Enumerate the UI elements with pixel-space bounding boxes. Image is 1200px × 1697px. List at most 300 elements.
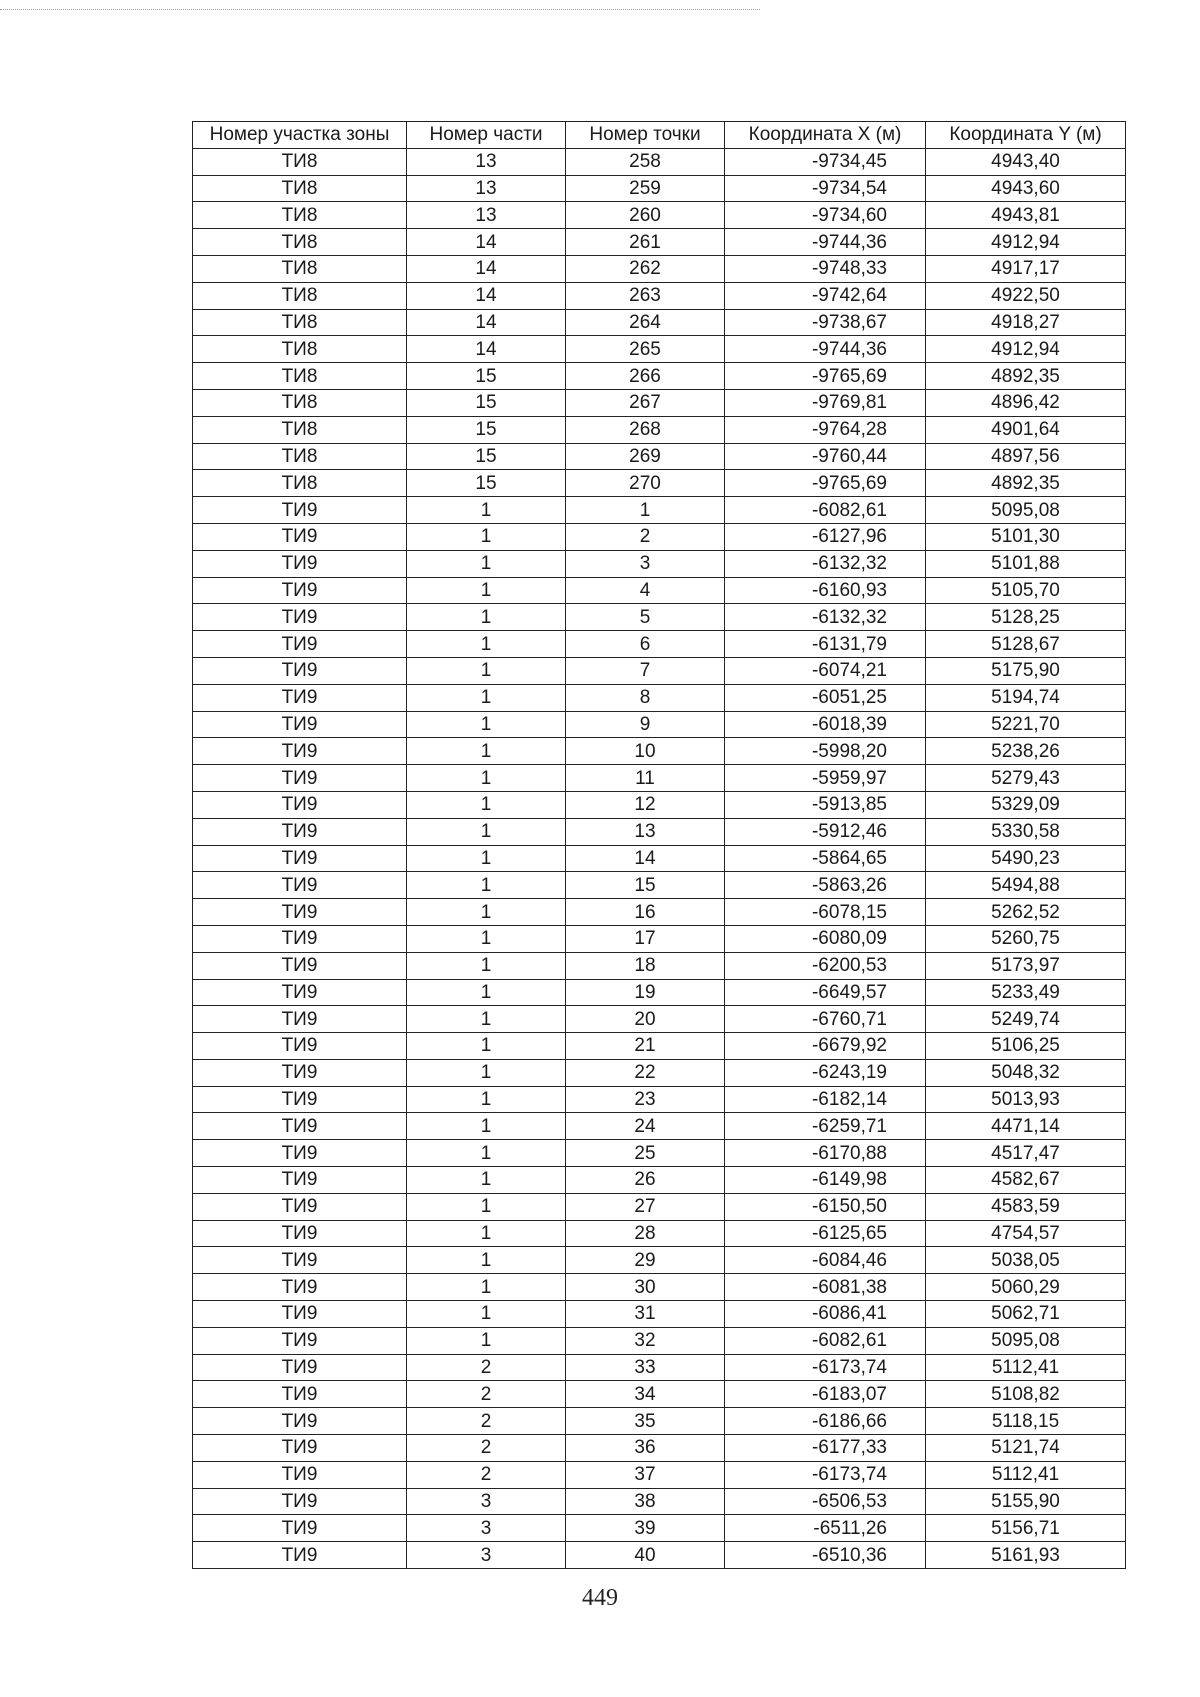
coordinate-x-cell: -9769,81 <box>725 389 926 416</box>
coordinate-x-cell: -6679,92 <box>725 1033 926 1060</box>
coordinate-y-cell: 5112,41 <box>926 1461 1126 1488</box>
zone-section-cell: ТИ9 <box>193 791 407 818</box>
coordinate-y-cell: 5038,05 <box>926 1247 1126 1274</box>
header-coordinate-y: Координата Y (м) <box>926 122 1126 149</box>
coordinate-x-cell: -6760,71 <box>725 1006 926 1033</box>
point-number-cell: 20 <box>566 1006 725 1033</box>
table-row <box>193 229 1126 256</box>
point-number-cell: 34 <box>566 1381 725 1408</box>
point-number-cell: 25 <box>566 1140 725 1167</box>
table-row <box>193 1140 1126 1167</box>
part-number-cell: 14 <box>407 336 566 363</box>
zone-section-cell: ТИ9 <box>193 1220 407 1247</box>
part-number-cell: 1 <box>407 1006 566 1033</box>
coordinate-x-cell: -6084,46 <box>725 1247 926 1274</box>
zone-section-cell: ТИ9 <box>193 1515 407 1542</box>
zone-section-cell: ТИ9 <box>193 1059 407 1086</box>
table-row <box>193 175 1126 202</box>
table-row <box>193 1488 1126 1515</box>
coordinate-y-cell: 5175,90 <box>926 657 1126 684</box>
coordinate-x-cell: -6131,79 <box>725 631 926 658</box>
table-row <box>193 577 1126 604</box>
table-row <box>193 363 1126 390</box>
coordinate-y-cell: 4912,94 <box>926 229 1126 256</box>
part-number-cell: 15 <box>407 470 566 497</box>
coordinate-x-cell: -9765,69 <box>725 470 926 497</box>
coordinate-x-cell: -6149,98 <box>725 1167 926 1194</box>
part-number-cell: 2 <box>407 1461 566 1488</box>
table-row <box>193 791 1126 818</box>
coordinate-y-cell: 5156,71 <box>926 1515 1126 1542</box>
zone-section-cell: ТИ8 <box>193 282 407 309</box>
coordinate-y-cell: 4896,42 <box>926 389 1126 416</box>
part-number-cell: 1 <box>407 657 566 684</box>
header-part-number: Номер части <box>407 122 566 149</box>
coordinate-x-cell: -9734,54 <box>725 175 926 202</box>
point-number-cell: 39 <box>566 1515 725 1542</box>
coordinate-y-cell: 5101,30 <box>926 523 1126 550</box>
zone-section-cell: ТИ8 <box>193 309 407 336</box>
zone-section-cell: ТИ9 <box>193 1461 407 1488</box>
point-number-cell: 265 <box>566 336 725 363</box>
table-row <box>193 738 1126 765</box>
point-number-cell: 263 <box>566 282 725 309</box>
zone-section-cell: ТИ9 <box>193 765 407 792</box>
point-number-cell: 12 <box>566 791 725 818</box>
point-number-cell: 4 <box>566 577 725 604</box>
table-row <box>193 657 1126 684</box>
table-row <box>193 684 1126 711</box>
coordinate-y-cell: 5279,43 <box>926 765 1126 792</box>
point-number-cell: 30 <box>566 1274 725 1301</box>
coordinate-x-cell: -6078,15 <box>725 899 926 926</box>
coordinate-x-cell: -5998,20 <box>725 738 926 765</box>
coordinate-y-cell: 4892,35 <box>926 363 1126 390</box>
part-number-cell: 14 <box>407 282 566 309</box>
coordinate-x-cell: -6243,19 <box>725 1059 926 1086</box>
zone-section-cell: ТИ9 <box>193 604 407 631</box>
table-row <box>193 872 1126 899</box>
part-number-cell: 3 <box>407 1488 566 1515</box>
coordinate-y-cell: 5095,08 <box>926 497 1126 524</box>
coordinate-y-cell: 5194,74 <box>926 684 1126 711</box>
coordinate-y-cell: 4912,94 <box>926 336 1126 363</box>
coordinate-x-cell: -9734,45 <box>725 148 926 175</box>
table-row <box>193 1274 1126 1301</box>
coordinate-y-cell: 5060,29 <box>926 1274 1126 1301</box>
part-number-cell: 1 <box>407 1274 566 1301</box>
coordinate-y-cell: 5161,93 <box>926 1542 1126 1569</box>
point-number-cell: 37 <box>566 1461 725 1488</box>
table-row <box>193 416 1126 443</box>
coordinate-y-cell: 4917,17 <box>926 255 1126 282</box>
zone-section-cell: ТИ9 <box>193 684 407 711</box>
coordinate-y-cell: 4583,59 <box>926 1193 1126 1220</box>
coordinate-x-cell: -6082,61 <box>725 1327 926 1354</box>
point-number-cell: 15 <box>566 872 725 899</box>
coordinate-x-cell: -6649,57 <box>725 979 926 1006</box>
coordinate-y-cell: 4897,56 <box>926 443 1126 470</box>
coordinate-x-cell: -6511,26 <box>725 1515 926 1542</box>
coordinate-y-cell: 4892,35 <box>926 470 1126 497</box>
zone-section-cell: ТИ9 <box>193 711 407 738</box>
coordinate-y-cell: 5249,74 <box>926 1006 1126 1033</box>
coordinate-x-cell: -6510,36 <box>725 1542 926 1569</box>
coordinate-y-cell: 5494,88 <box>926 872 1126 899</box>
zone-section-cell: ТИ9 <box>193 1140 407 1167</box>
part-number-cell: 1 <box>407 1113 566 1140</box>
part-number-cell: 1 <box>407 497 566 524</box>
point-number-cell: 19 <box>566 979 725 1006</box>
coordinate-y-cell: 5238,26 <box>926 738 1126 765</box>
coordinate-y-cell: 5095,08 <box>926 1327 1126 1354</box>
zone-section-cell: ТИ9 <box>193 1327 407 1354</box>
table-row <box>193 470 1126 497</box>
coordinate-y-cell: 5062,71 <box>926 1301 1126 1328</box>
coordinate-x-cell: -6182,14 <box>725 1086 926 1113</box>
coordinate-x-cell: -6160,93 <box>725 577 926 604</box>
coordinate-x-cell: -6080,09 <box>725 925 926 952</box>
point-number-cell: 266 <box>566 363 725 390</box>
zone-section-cell: ТИ8 <box>193 148 407 175</box>
table-row <box>193 1167 1126 1194</box>
part-number-cell: 2 <box>407 1381 566 1408</box>
coordinate-x-cell: -6125,65 <box>725 1220 926 1247</box>
table-row <box>193 711 1126 738</box>
part-number-cell: 1 <box>407 899 566 926</box>
part-number-cell: 14 <box>407 309 566 336</box>
table-row <box>193 925 1126 952</box>
point-number-cell: 17 <box>566 925 725 952</box>
part-number-cell: 15 <box>407 443 566 470</box>
coordinate-y-cell: 4943,60 <box>926 175 1126 202</box>
point-number-cell: 26 <box>566 1167 725 1194</box>
coordinate-y-cell: 5128,67 <box>926 631 1126 658</box>
point-number-cell: 10 <box>566 738 725 765</box>
table-row <box>193 1408 1126 1435</box>
coordinate-x-cell: -5913,85 <box>725 791 926 818</box>
coordinate-x-cell: -9738,67 <box>725 309 926 336</box>
point-number-cell: 22 <box>566 1059 725 1086</box>
table-row <box>193 523 1126 550</box>
point-number-cell: 31 <box>566 1301 725 1328</box>
table-row <box>193 1086 1126 1113</box>
part-number-cell: 3 <box>407 1515 566 1542</box>
coordinates-sheet <box>192 121 1125 1569</box>
table-row <box>193 282 1126 309</box>
point-number-cell: 32 <box>566 1327 725 1354</box>
part-number-cell: 1 <box>407 1193 566 1220</box>
coordinate-y-cell: 5155,90 <box>926 1488 1126 1515</box>
zone-section-cell: ТИ9 <box>193 952 407 979</box>
coordinate-y-cell: 5262,52 <box>926 899 1126 926</box>
coordinate-x-cell: -6074,21 <box>725 657 926 684</box>
coordinate-x-cell: -6173,74 <box>725 1461 926 1488</box>
point-number-cell: 23 <box>566 1086 725 1113</box>
header-row <box>193 122 1126 149</box>
table-row <box>193 550 1126 577</box>
point-number-cell: 16 <box>566 899 725 926</box>
zone-section-cell: ТИ8 <box>193 443 407 470</box>
part-number-cell: 1 <box>407 1033 566 1060</box>
zone-section-cell: ТИ9 <box>193 1193 407 1220</box>
zone-section-cell: ТИ9 <box>193 1033 407 1060</box>
part-number-cell: 13 <box>407 175 566 202</box>
part-number-cell: 13 <box>407 148 566 175</box>
part-number-cell: 1 <box>407 791 566 818</box>
table-row <box>193 1059 1126 1086</box>
coordinate-y-cell: 5260,75 <box>926 925 1126 952</box>
coordinate-x-cell: -6150,50 <box>725 1193 926 1220</box>
coordinate-x-cell: -6170,88 <box>725 1140 926 1167</box>
zone-section-cell: ТИ9 <box>193 577 407 604</box>
zone-section-cell: ТИ9 <box>193 657 407 684</box>
point-number-cell: 1 <box>566 497 725 524</box>
zone-section-cell: ТИ8 <box>193 175 407 202</box>
part-number-cell: 2 <box>407 1354 566 1381</box>
coordinate-y-cell: 4517,47 <box>926 1140 1126 1167</box>
coordinate-y-cell: 5048,32 <box>926 1059 1126 1086</box>
point-number-cell: 38 <box>566 1488 725 1515</box>
coordinate-y-cell: 5329,09 <box>926 791 1126 818</box>
table-row <box>193 497 1126 524</box>
zone-section-cell: ТИ8 <box>193 416 407 443</box>
coordinate-y-cell: 5173,97 <box>926 952 1126 979</box>
part-number-cell: 1 <box>407 872 566 899</box>
zone-section-cell: ТИ9 <box>193 1381 407 1408</box>
zone-section-cell: ТИ9 <box>193 550 407 577</box>
coordinate-y-cell: 5330,58 <box>926 818 1126 845</box>
point-number-cell: 262 <box>566 255 725 282</box>
coordinate-y-cell: 5108,82 <box>926 1381 1126 1408</box>
part-number-cell: 1 <box>407 577 566 604</box>
zone-section-cell: ТИ8 <box>193 229 407 256</box>
point-number-cell: 8 <box>566 684 725 711</box>
zone-section-cell: ТИ9 <box>193 1086 407 1113</box>
coordinate-x-cell: -5912,46 <box>725 818 926 845</box>
coordinate-y-cell: 5233,49 <box>926 979 1126 1006</box>
part-number-cell: 1 <box>407 1327 566 1354</box>
coordinate-y-cell: 5221,70 <box>926 711 1126 738</box>
coordinate-y-cell: 5118,15 <box>926 1408 1126 1435</box>
coordinate-x-cell: -6183,07 <box>725 1381 926 1408</box>
table-row <box>193 952 1126 979</box>
point-number-cell: 18 <box>566 952 725 979</box>
coordinate-x-cell: -6506,53 <box>725 1488 926 1515</box>
zone-section-cell: ТИ9 <box>193 738 407 765</box>
part-number-cell: 1 <box>407 550 566 577</box>
point-number-cell: 29 <box>566 1247 725 1274</box>
coordinate-y-cell: 5121,74 <box>926 1435 1126 1462</box>
coordinate-x-cell: -6173,74 <box>725 1354 926 1381</box>
zone-section-cell: ТИ9 <box>193 979 407 1006</box>
zone-section-cell: ТИ9 <box>193 872 407 899</box>
table-row <box>193 631 1126 658</box>
coordinate-x-cell: -6086,41 <box>725 1301 926 1328</box>
coordinate-y-cell: 4471,14 <box>926 1113 1126 1140</box>
table-row <box>193 1301 1126 1328</box>
zone-section-cell: ТИ9 <box>193 925 407 952</box>
point-number-cell: 3 <box>566 550 725 577</box>
zone-section-cell: ТИ9 <box>193 1006 407 1033</box>
coordinate-y-cell: 4901,64 <box>926 416 1126 443</box>
coordinate-x-cell: -9760,44 <box>725 443 926 470</box>
point-number-cell: 28 <box>566 1220 725 1247</box>
table-row <box>193 979 1126 1006</box>
part-number-cell: 1 <box>407 952 566 979</box>
point-number-cell: 2 <box>566 523 725 550</box>
point-number-cell: 267 <box>566 389 725 416</box>
zone-section-cell: ТИ8 <box>193 363 407 390</box>
zone-section-cell: ТИ9 <box>193 1435 407 1462</box>
point-number-cell: 259 <box>566 175 725 202</box>
zone-section-cell: ТИ9 <box>193 845 407 872</box>
header-point-number: Номер точки <box>566 122 725 149</box>
coordinate-y-cell: 5128,25 <box>926 604 1126 631</box>
table-row <box>193 1354 1126 1381</box>
part-number-cell: 1 <box>407 1140 566 1167</box>
table-row <box>193 1113 1126 1140</box>
table-row <box>193 443 1126 470</box>
coordinate-y-cell: 4922,50 <box>926 282 1126 309</box>
table-row <box>193 1327 1126 1354</box>
zone-section-cell: ТИ9 <box>193 523 407 550</box>
zone-section-cell: ТИ8 <box>193 202 407 229</box>
part-number-cell: 1 <box>407 523 566 550</box>
table-row <box>193 845 1126 872</box>
table-row <box>193 336 1126 363</box>
coordinate-y-cell: 4582,67 <box>926 1167 1126 1194</box>
coordinate-y-cell: 5112,41 <box>926 1354 1126 1381</box>
coordinate-x-cell: -6259,71 <box>725 1113 926 1140</box>
table-row <box>193 1435 1126 1462</box>
part-number-cell: 1 <box>407 925 566 952</box>
zone-section-cell: ТИ9 <box>193 497 407 524</box>
point-number-cell: 11 <box>566 765 725 792</box>
table-row <box>193 389 1126 416</box>
coordinate-y-cell: 4943,40 <box>926 148 1126 175</box>
zone-section-cell: ТИ8 <box>193 255 407 282</box>
table-row <box>193 1461 1126 1488</box>
coordinate-y-cell: 4918,27 <box>926 309 1126 336</box>
table-row <box>193 1515 1126 1542</box>
table-row <box>193 309 1126 336</box>
point-number-cell: 6 <box>566 631 725 658</box>
scan-edge-line <box>0 9 760 10</box>
zone-section-cell: ТИ9 <box>193 1113 407 1140</box>
coordinate-x-cell: -9742,64 <box>725 282 926 309</box>
part-number-cell: 1 <box>407 818 566 845</box>
table-row <box>193 604 1126 631</box>
header-coordinate-x: Координата X (м) <box>725 122 926 149</box>
part-number-cell: 13 <box>407 202 566 229</box>
coordinate-x-cell: -5959,97 <box>725 765 926 792</box>
part-number-cell: 2 <box>407 1408 566 1435</box>
coordinate-y-cell: 4754,57 <box>926 1220 1126 1247</box>
point-number-cell: 260 <box>566 202 725 229</box>
table-row <box>193 1006 1126 1033</box>
table-row <box>193 899 1126 926</box>
table-row <box>193 1381 1126 1408</box>
part-number-cell: 1 <box>407 1247 566 1274</box>
part-number-cell: 1 <box>407 1167 566 1194</box>
part-number-cell: 2 <box>407 1435 566 1462</box>
part-number-cell: 1 <box>407 631 566 658</box>
coordinate-y-cell: 5106,25 <box>926 1033 1126 1060</box>
zone-section-cell: ТИ9 <box>193 1247 407 1274</box>
coordinate-x-cell: -6132,32 <box>725 604 926 631</box>
part-number-cell: 15 <box>407 363 566 390</box>
coordinates-table <box>192 121 1126 1569</box>
coordinate-x-cell: -9764,28 <box>725 416 926 443</box>
zone-section-cell: ТИ8 <box>193 470 407 497</box>
coordinate-x-cell: -9748,33 <box>725 255 926 282</box>
coordinate-y-cell: 5013,93 <box>926 1086 1126 1113</box>
point-number-cell: 258 <box>566 148 725 175</box>
zone-section-cell: ТИ9 <box>193 818 407 845</box>
zone-section-cell: ТИ9 <box>193 1354 407 1381</box>
point-number-cell: 261 <box>566 229 725 256</box>
coordinate-x-cell: -6200,53 <box>725 952 926 979</box>
coordinate-y-cell: 5101,88 <box>926 550 1126 577</box>
coordinate-x-cell: -6051,25 <box>725 684 926 711</box>
coordinate-x-cell: -6018,39 <box>725 711 926 738</box>
table-header <box>193 122 1126 149</box>
table-row <box>193 1542 1126 1569</box>
coordinate-y-cell: 5105,70 <box>926 577 1126 604</box>
part-number-cell: 3 <box>407 1542 566 1569</box>
part-number-cell: 1 <box>407 1220 566 1247</box>
table-row <box>193 765 1126 792</box>
table-row <box>193 202 1126 229</box>
coordinate-x-cell: -5864,65 <box>725 845 926 872</box>
part-number-cell: 1 <box>407 765 566 792</box>
zone-section-cell: ТИ9 <box>193 1167 407 1194</box>
point-number-cell: 5 <box>566 604 725 631</box>
coordinate-y-cell: 5490,23 <box>926 845 1126 872</box>
point-number-cell: 24 <box>566 1113 725 1140</box>
point-number-cell: 36 <box>566 1435 725 1462</box>
coordinate-x-cell: -6177,33 <box>725 1435 926 1462</box>
coordinate-x-cell: -5863,26 <box>725 872 926 899</box>
part-number-cell: 1 <box>407 1059 566 1086</box>
part-number-cell: 1 <box>407 979 566 1006</box>
part-number-cell: 15 <box>407 389 566 416</box>
point-number-cell: 35 <box>566 1408 725 1435</box>
zone-section-cell: ТИ9 <box>193 1488 407 1515</box>
zone-section-cell: ТИ9 <box>193 899 407 926</box>
zone-section-cell: ТИ8 <box>193 389 407 416</box>
table-row <box>193 1033 1126 1060</box>
part-number-cell: 15 <box>407 416 566 443</box>
point-number-cell: 268 <box>566 416 725 443</box>
part-number-cell: 14 <box>407 255 566 282</box>
point-number-cell: 21 <box>566 1033 725 1060</box>
point-number-cell: 270 <box>566 470 725 497</box>
point-number-cell: 9 <box>566 711 725 738</box>
coordinate-y-cell: 4943,81 <box>926 202 1126 229</box>
zone-section-cell: ТИ8 <box>193 336 407 363</box>
table-row <box>193 1247 1126 1274</box>
point-number-cell: 40 <box>566 1542 725 1569</box>
part-number-cell: 1 <box>407 711 566 738</box>
coordinate-x-cell: -9734,60 <box>725 202 926 229</box>
point-number-cell: 7 <box>566 657 725 684</box>
coordinate-x-cell: -9744,36 <box>725 229 926 256</box>
coordinate-x-cell: -9744,36 <box>725 336 926 363</box>
zone-section-cell: ТИ9 <box>193 1408 407 1435</box>
zone-section-cell: ТИ9 <box>193 1274 407 1301</box>
